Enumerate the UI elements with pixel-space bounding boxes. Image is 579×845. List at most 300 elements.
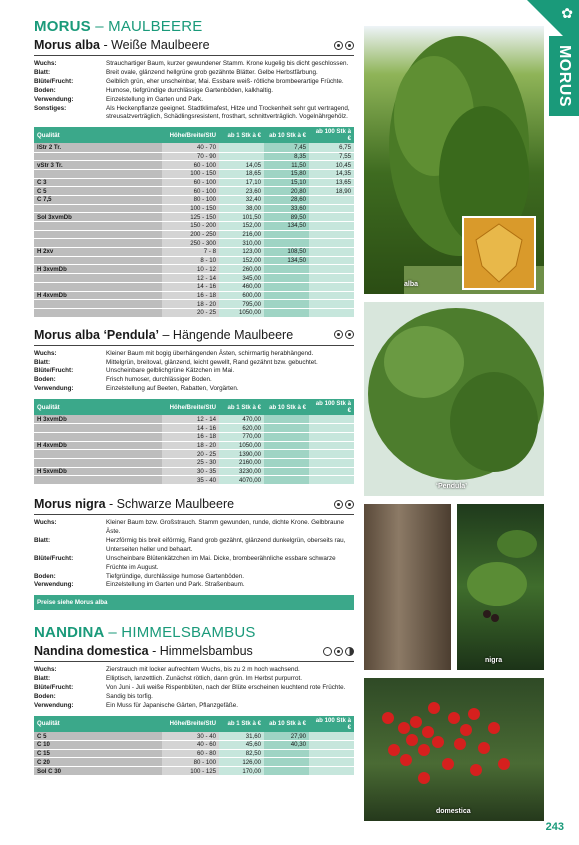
- property-key: Blatt:: [34, 536, 51, 544]
- property-row: [34, 537, 354, 555]
- table-row: [34, 767, 354, 776]
- property-value: Kleiner Baum bzw. Großstrauch. Stamm gewunden, runde, dichte Krone. Gelbbraune Äste.: [106, 519, 345, 536]
- property-row: [34, 359, 354, 368]
- divider: [34, 661, 354, 662]
- table-cell: [309, 291, 354, 300]
- table-cell: Sol 3xvmDb: [34, 213, 162, 222]
- property-row: [34, 581, 354, 590]
- table-row: [34, 256, 354, 265]
- table-cell: [264, 459, 309, 468]
- table-cell: [309, 767, 354, 776]
- table-cell: 80 - 100: [162, 195, 219, 204]
- photo-nandina-domestica: [364, 678, 544, 821]
- vertical-genus-label: MORUS: [556, 44, 573, 108]
- table-cell: [34, 424, 162, 433]
- table-cell: [264, 300, 309, 309]
- divider: [34, 514, 354, 515]
- property-value: Frisch humoser, durchlässiger Boden.: [106, 376, 212, 384]
- table-cell: 8,35: [264, 152, 309, 161]
- table-cell: 7,45: [264, 143, 309, 152]
- table-cell: C 5: [34, 732, 162, 741]
- table-cell: 10 - 12: [162, 265, 219, 274]
- table-cell: 2160,00: [219, 459, 264, 468]
- table-cell: 40,30: [264, 741, 309, 750]
- table-cell: [309, 741, 354, 750]
- table-cell: 152,00: [219, 222, 264, 231]
- section-title-nandina: NANDINA – HIMMELSBAMBUS: [34, 624, 256, 642]
- table-cell: 6,75: [309, 143, 354, 152]
- table-cell: [264, 433, 309, 442]
- table-cell: [264, 274, 309, 283]
- table-row: [34, 467, 354, 476]
- photo-morus-nigra-trunk: [364, 504, 451, 670]
- photo-morus-alba: [364, 26, 544, 294]
- table-cell: 200 - 250: [162, 230, 219, 239]
- property-value: Elliptisch, lanzettlich. Zunächst rötlich, dann grün. Im Herbst purpurrot.: [106, 675, 302, 683]
- table-cell: 15,10: [264, 178, 309, 187]
- table-cell: 17,10: [219, 178, 264, 187]
- column-header: Qualität: [34, 399, 162, 415]
- column-header: ab 1 Stk à €: [219, 399, 264, 415]
- column-header: ab 100 Stk à €: [309, 127, 354, 143]
- divider: [34, 345, 354, 346]
- page-number: 243: [545, 821, 564, 833]
- table-cell: 216,00: [219, 230, 264, 239]
- leaf-illustration: [457, 504, 544, 670]
- table-cell: [34, 308, 162, 317]
- column-header: ab 100 Stk à €: [309, 716, 354, 732]
- berries-illustration: [364, 678, 544, 821]
- column-header: Höhe/Breite/StU: [162, 399, 219, 415]
- section-title-morus: MORUS – MAULBEERE: [34, 18, 203, 35]
- table-cell: [309, 274, 354, 283]
- table-cell: 123,00: [219, 248, 264, 257]
- table-row: [34, 433, 354, 442]
- table-cell: 60 - 80: [162, 749, 219, 758]
- photo-morus-pendula: [364, 302, 544, 496]
- table-row: [34, 459, 354, 468]
- property-row: [34, 555, 354, 573]
- property-row: [34, 87, 354, 96]
- shade-icon: [323, 647, 332, 656]
- table-row: [34, 441, 354, 450]
- table-cell: [34, 230, 162, 239]
- table-cell: [309, 265, 354, 274]
- table-cell: H 4xvmDb: [34, 441, 162, 450]
- plant-icon: ✿: [561, 5, 573, 21]
- table-cell: [34, 282, 162, 291]
- table-cell: [34, 239, 162, 248]
- light-requirement-icons: [334, 41, 354, 50]
- table-cell: [309, 230, 354, 239]
- table-cell: 152,00: [219, 256, 264, 265]
- property-value: Als Heckenpflanze geeignet. Stadtklimafest, Hitze und Trockenheit sehr gut vertragend, streusalzverträglich, Schädlingsresistent, frosthart, schnittverträglich. Vogelnährgehölz.: [106, 104, 350, 121]
- table-cell: 25 - 30: [162, 459, 219, 468]
- table-cell: [264, 265, 309, 274]
- table-cell: 30 - 40: [162, 732, 219, 741]
- property-key: Blatt:: [34, 68, 51, 76]
- table-cell: 20 - 25: [162, 450, 219, 459]
- table-row: [34, 187, 354, 196]
- table-row: [34, 161, 354, 170]
- table-cell: [264, 424, 309, 433]
- table-cell: 126,00: [219, 758, 264, 767]
- table-row: [34, 222, 354, 231]
- photo-column: [364, 0, 579, 845]
- table-cell: [264, 282, 309, 291]
- price-table-domestica: [34, 716, 354, 776]
- table-cell: 795,00: [219, 300, 264, 309]
- table-row: [34, 178, 354, 187]
- property-value: Einzelstellung auf Beeten, Rabatten, Vorgärten.: [106, 385, 239, 393]
- table-cell: [309, 300, 354, 309]
- table-cell: 18,90: [309, 187, 354, 196]
- table-cell: 33,60: [264, 204, 309, 213]
- table-row: [34, 265, 354, 274]
- table-cell: 101,50: [219, 213, 264, 222]
- table-row: [34, 213, 354, 222]
- table-cell: 620,00: [219, 424, 264, 433]
- table-cell: [264, 230, 309, 239]
- property-row: [34, 376, 354, 385]
- table-row: [34, 282, 354, 291]
- table-cell: C 7,5: [34, 195, 162, 204]
- table-cell: 20 - 25: [162, 308, 219, 317]
- table-cell: H 4xvmDb: [34, 291, 162, 300]
- table-cell: 28,60: [264, 195, 309, 204]
- table-cell: [309, 239, 354, 248]
- property-row: [34, 69, 354, 78]
- table-cell: 20,80: [264, 187, 309, 196]
- property-key: Sonstiges:: [34, 104, 67, 112]
- table-cell: [309, 222, 354, 231]
- table-cell: C 10: [34, 741, 162, 750]
- table-cell: H 2xv: [34, 248, 162, 257]
- table-cell: [309, 749, 354, 758]
- table-cell: 60 - 100: [162, 161, 219, 170]
- table-cell: 60 - 100: [162, 178, 219, 187]
- photo-label-nigra: nigra: [485, 657, 503, 664]
- table-cell: 14,35: [309, 169, 354, 178]
- table-cell: 80 - 100: [162, 758, 219, 767]
- column-header: ab 10 Stk à €: [264, 399, 309, 415]
- table-cell: 14 - 16: [162, 282, 219, 291]
- table-row: [34, 415, 354, 424]
- table-cell: [309, 213, 354, 222]
- column-header: ab 1 Stk à €: [219, 127, 264, 143]
- price-note: Preise siehe Morus alba: [34, 595, 354, 610]
- property-key: Verwendung:: [34, 385, 74, 393]
- property-row: [34, 350, 354, 359]
- table-cell: [309, 424, 354, 433]
- property-value: Strauchartiger Baum, kurzer gewundener Stamm. Krone kugelig bis dicht geschlossen.: [106, 60, 349, 67]
- table-cell: [309, 476, 354, 485]
- property-value: Ein Muss für Japanische Gärten, Pflanzgefäße.: [106, 702, 238, 709]
- table-cell: [309, 308, 354, 317]
- table-row: [34, 204, 354, 213]
- table-cell: 18 - 20: [162, 300, 219, 309]
- half-shade-icon: [345, 647, 354, 656]
- half-shade-icon: [334, 41, 343, 50]
- property-row: [34, 684, 354, 693]
- table-cell: 460,00: [219, 282, 264, 291]
- table-cell: vStr 3 Tr.: [34, 161, 162, 170]
- tree-illustration: [364, 302, 544, 496]
- table-row: [34, 424, 354, 433]
- table-cell: C 20: [34, 758, 162, 767]
- table-row: [34, 230, 354, 239]
- table-cell: 32,40: [219, 195, 264, 204]
- table-cell: 134,50: [264, 256, 309, 265]
- table-cell: 250 - 300: [162, 239, 219, 248]
- table-cell: 16 - 18: [162, 291, 219, 300]
- table-cell: 70 - 90: [162, 152, 219, 161]
- table-cell: 45,60: [219, 741, 264, 750]
- property-row: [34, 519, 354, 537]
- table-cell: [34, 152, 162, 161]
- table-cell: 60 - 100: [162, 187, 219, 196]
- table-cell: 150 - 200: [162, 222, 219, 231]
- properties-nigra: [34, 519, 354, 590]
- table-cell: [264, 450, 309, 459]
- table-cell: H 3xvmDb: [34, 415, 162, 424]
- table-cell: 30 - 35: [162, 467, 219, 476]
- properties-pendula: [34, 350, 354, 395]
- table-cell: [264, 767, 309, 776]
- price-table-pendula: [34, 399, 354, 485]
- property-row: [34, 367, 354, 376]
- property-row: [34, 573, 354, 582]
- table-row: [34, 291, 354, 300]
- property-row: [34, 105, 354, 123]
- properties-domestica: [34, 666, 354, 711]
- table-cell: 470,00: [219, 415, 264, 424]
- table-cell: 1050,00: [219, 308, 264, 317]
- table-cell: [264, 415, 309, 424]
- column-header: ab 100 Stk à €: [309, 399, 354, 415]
- table-cell: [264, 758, 309, 767]
- table-cell: [264, 441, 309, 450]
- property-value: Humose, tiefgründige durchlässige Gartenböden, kalkhaltig.: [106, 86, 273, 94]
- table-cell: 108,50: [264, 248, 309, 257]
- column-header: ab 10 Stk à €: [264, 127, 309, 143]
- property-row: [34, 693, 354, 702]
- table-row: [34, 758, 354, 767]
- property-row: [34, 666, 354, 675]
- table-cell: [309, 732, 354, 741]
- table-cell: 82,50: [219, 749, 264, 758]
- table-cell: H 5xvmDb: [34, 467, 162, 476]
- column-header: Höhe/Breite/StU: [162, 716, 219, 732]
- table-header: [34, 127, 354, 143]
- property-value: Sandig bis torfig.: [106, 693, 153, 701]
- table-cell: 13,65: [309, 178, 354, 187]
- table-row: [34, 732, 354, 741]
- light-requirement-icons: [334, 500, 354, 509]
- table-row: [34, 239, 354, 248]
- table-cell: [34, 433, 162, 442]
- table-row: [34, 152, 354, 161]
- table-cell: 12 - 14: [162, 274, 219, 283]
- inset-photo-leaf: [462, 216, 536, 290]
- table-cell: [34, 222, 162, 231]
- table-cell: 40 - 60: [162, 741, 219, 750]
- table-cell: [34, 274, 162, 283]
- half-shade-icon: [334, 330, 343, 339]
- table-cell: 35 - 40: [162, 476, 219, 485]
- table-cell: C 15: [34, 749, 162, 758]
- property-row: [34, 675, 354, 684]
- table-cell: [309, 248, 354, 257]
- table-cell: 23,60: [219, 187, 264, 196]
- table-cell: 11,50: [264, 161, 309, 170]
- table-cell: 1390,00: [219, 450, 264, 459]
- price-table-alba: [34, 127, 354, 317]
- light-requirement-icons: [323, 647, 354, 656]
- content-column: [34, 18, 354, 776]
- table-cell: [264, 291, 309, 300]
- table-cell: [309, 195, 354, 204]
- table-row: [34, 195, 354, 204]
- table-cell: 12 - 14: [162, 415, 219, 424]
- property-row: [34, 96, 354, 105]
- property-key: Wuchs:: [34, 60, 57, 67]
- table-cell: 100 - 150: [162, 169, 219, 178]
- property-key: Blatt:: [34, 675, 51, 683]
- property-key: Wuchs:: [34, 666, 57, 674]
- property-key: Boden:: [34, 86, 56, 94]
- table-cell: [264, 467, 309, 476]
- table-cell: [34, 450, 162, 459]
- table-cell: [34, 476, 162, 485]
- property-row: [34, 702, 354, 711]
- table-cell: [309, 415, 354, 424]
- table-cell: 7,55: [309, 152, 354, 161]
- property-key: Blüte/Frucht:: [34, 684, 74, 692]
- table-row: [34, 741, 354, 750]
- property-value: Einzelstellung im Garten und Park.: [106, 95, 203, 103]
- table-cell: [309, 467, 354, 476]
- column-header: Höhe/Breite/StU: [162, 127, 219, 143]
- species-title-alba: Morus alba - Weiße Maulbeere: [34, 38, 354, 52]
- table-cell: 7 - 8: [162, 248, 219, 257]
- half-shade-icon: [334, 500, 343, 509]
- property-value: Mittelgrün, breitoval, glänzend, leicht gewellt, Rand gezähnt bzw. gebuchtet.: [106, 358, 318, 366]
- table-cell: 18 - 20: [162, 441, 219, 450]
- table-row: [34, 274, 354, 283]
- table-cell: [309, 450, 354, 459]
- table-cell: [264, 476, 309, 485]
- table-row: [34, 300, 354, 309]
- table-cell: [34, 204, 162, 213]
- table-row: [34, 308, 354, 317]
- table-cell: 310,00: [219, 239, 264, 248]
- table-cell: [219, 152, 264, 161]
- table-cell: 1050,00: [219, 441, 264, 450]
- property-value: Unscheinbare Blütenkätzchen im Mai. Dicke, brombeerähnliche essbare schwarze Früchte im August.: [106, 554, 336, 571]
- column-header: ab 10 Stk à €: [264, 716, 309, 732]
- table-cell: [309, 758, 354, 767]
- table-header: [34, 399, 354, 415]
- table-header: [34, 716, 354, 732]
- sun-icon: [345, 330, 354, 339]
- table-cell: [309, 282, 354, 291]
- table-cell: 100 - 150: [162, 204, 219, 213]
- table-cell: 40 - 70: [162, 143, 219, 152]
- divider: [34, 55, 354, 56]
- table-cell: 38,00: [219, 204, 264, 213]
- table-cell: [34, 459, 162, 468]
- table-cell: C 3: [34, 178, 162, 187]
- table-cell: 31,60: [219, 732, 264, 741]
- property-key: Blatt:: [34, 358, 51, 366]
- property-key: Verwendung:: [34, 581, 74, 589]
- property-key: Wuchs:: [34, 349, 57, 357]
- photo-label-pendula: ‘Pendula’: [436, 483, 468, 490]
- table-cell: [264, 749, 309, 758]
- leaf-icon: [464, 218, 534, 288]
- table-row: [34, 248, 354, 257]
- table-cell: [309, 256, 354, 265]
- property-value: Einzelstellung im Garten und Park. Straßenbaum.: [106, 581, 245, 589]
- table-cell: 345,00: [219, 274, 264, 283]
- property-key: Wuchs:: [34, 519, 57, 527]
- table-cell: 770,00: [219, 433, 264, 442]
- table-cell: 100 - 125: [162, 767, 219, 776]
- photo-label-alba: alba: [404, 281, 419, 288]
- table-cell: 27,90: [264, 732, 309, 741]
- property-key: Boden:: [34, 693, 56, 701]
- table-cell: 14 - 16: [162, 424, 219, 433]
- table-cell: H 3xvmDb: [34, 265, 162, 274]
- table-cell: 14,05: [219, 161, 264, 170]
- table-cell: C 5: [34, 187, 162, 196]
- property-value: Unscheinbare gelblichgrüne Kätzchen im Mai.: [106, 367, 235, 375]
- table-cell: 134,50: [264, 222, 309, 231]
- table-cell: [309, 204, 354, 213]
- species-title-pendula: Morus alba ‘Pendula’ – Hängende Maulbeere: [34, 328, 354, 342]
- sun-icon: [345, 500, 354, 509]
- photo-label-domestica: domestica: [436, 808, 471, 815]
- property-value: Herzförmig bis breit eiförmig, Rand grob gezähnt, glänzend dunkelgrün, oberseits rau, Unterseiten heller und behaart.: [106, 536, 346, 553]
- table-cell: [309, 441, 354, 450]
- property-key: Blüte/Frucht:: [34, 554, 74, 562]
- species-title-domestica: Nandina domestica - Himmelsbambus: [34, 644, 354, 658]
- column-header: ab 1 Stk à €: [219, 716, 264, 732]
- property-value: Tiefgründige, durchlässige humose Gartenböden.: [106, 572, 245, 580]
- property-key: Blüte/Frucht:: [34, 367, 74, 375]
- property-value: Kleiner Baum mit bogig überhängenden Ästen, schirmartig herabhängend.: [106, 349, 314, 357]
- property-key: Blüte/Frucht:: [34, 77, 74, 85]
- table-cell: 10,45: [309, 161, 354, 170]
- column-header: Qualität: [34, 127, 162, 143]
- table-cell: 4070,00: [219, 476, 264, 485]
- table-row: [34, 143, 354, 152]
- photo-morus-nigra-leaves: [457, 504, 544, 670]
- property-row: [34, 60, 354, 69]
- properties-alba: [34, 60, 354, 122]
- table-cell: 16 - 18: [162, 433, 219, 442]
- property-key: Boden:: [34, 572, 56, 580]
- table-cell: 260,00: [219, 265, 264, 274]
- table-cell: 15,80: [264, 169, 309, 178]
- table-row: [34, 749, 354, 758]
- table-cell: 3230,00: [219, 467, 264, 476]
- table-cell: [264, 239, 309, 248]
- sun-icon: [334, 647, 343, 656]
- species-title-nigra: Morus nigra - Schwarze Maulbeere: [34, 497, 354, 511]
- table-row: [34, 476, 354, 485]
